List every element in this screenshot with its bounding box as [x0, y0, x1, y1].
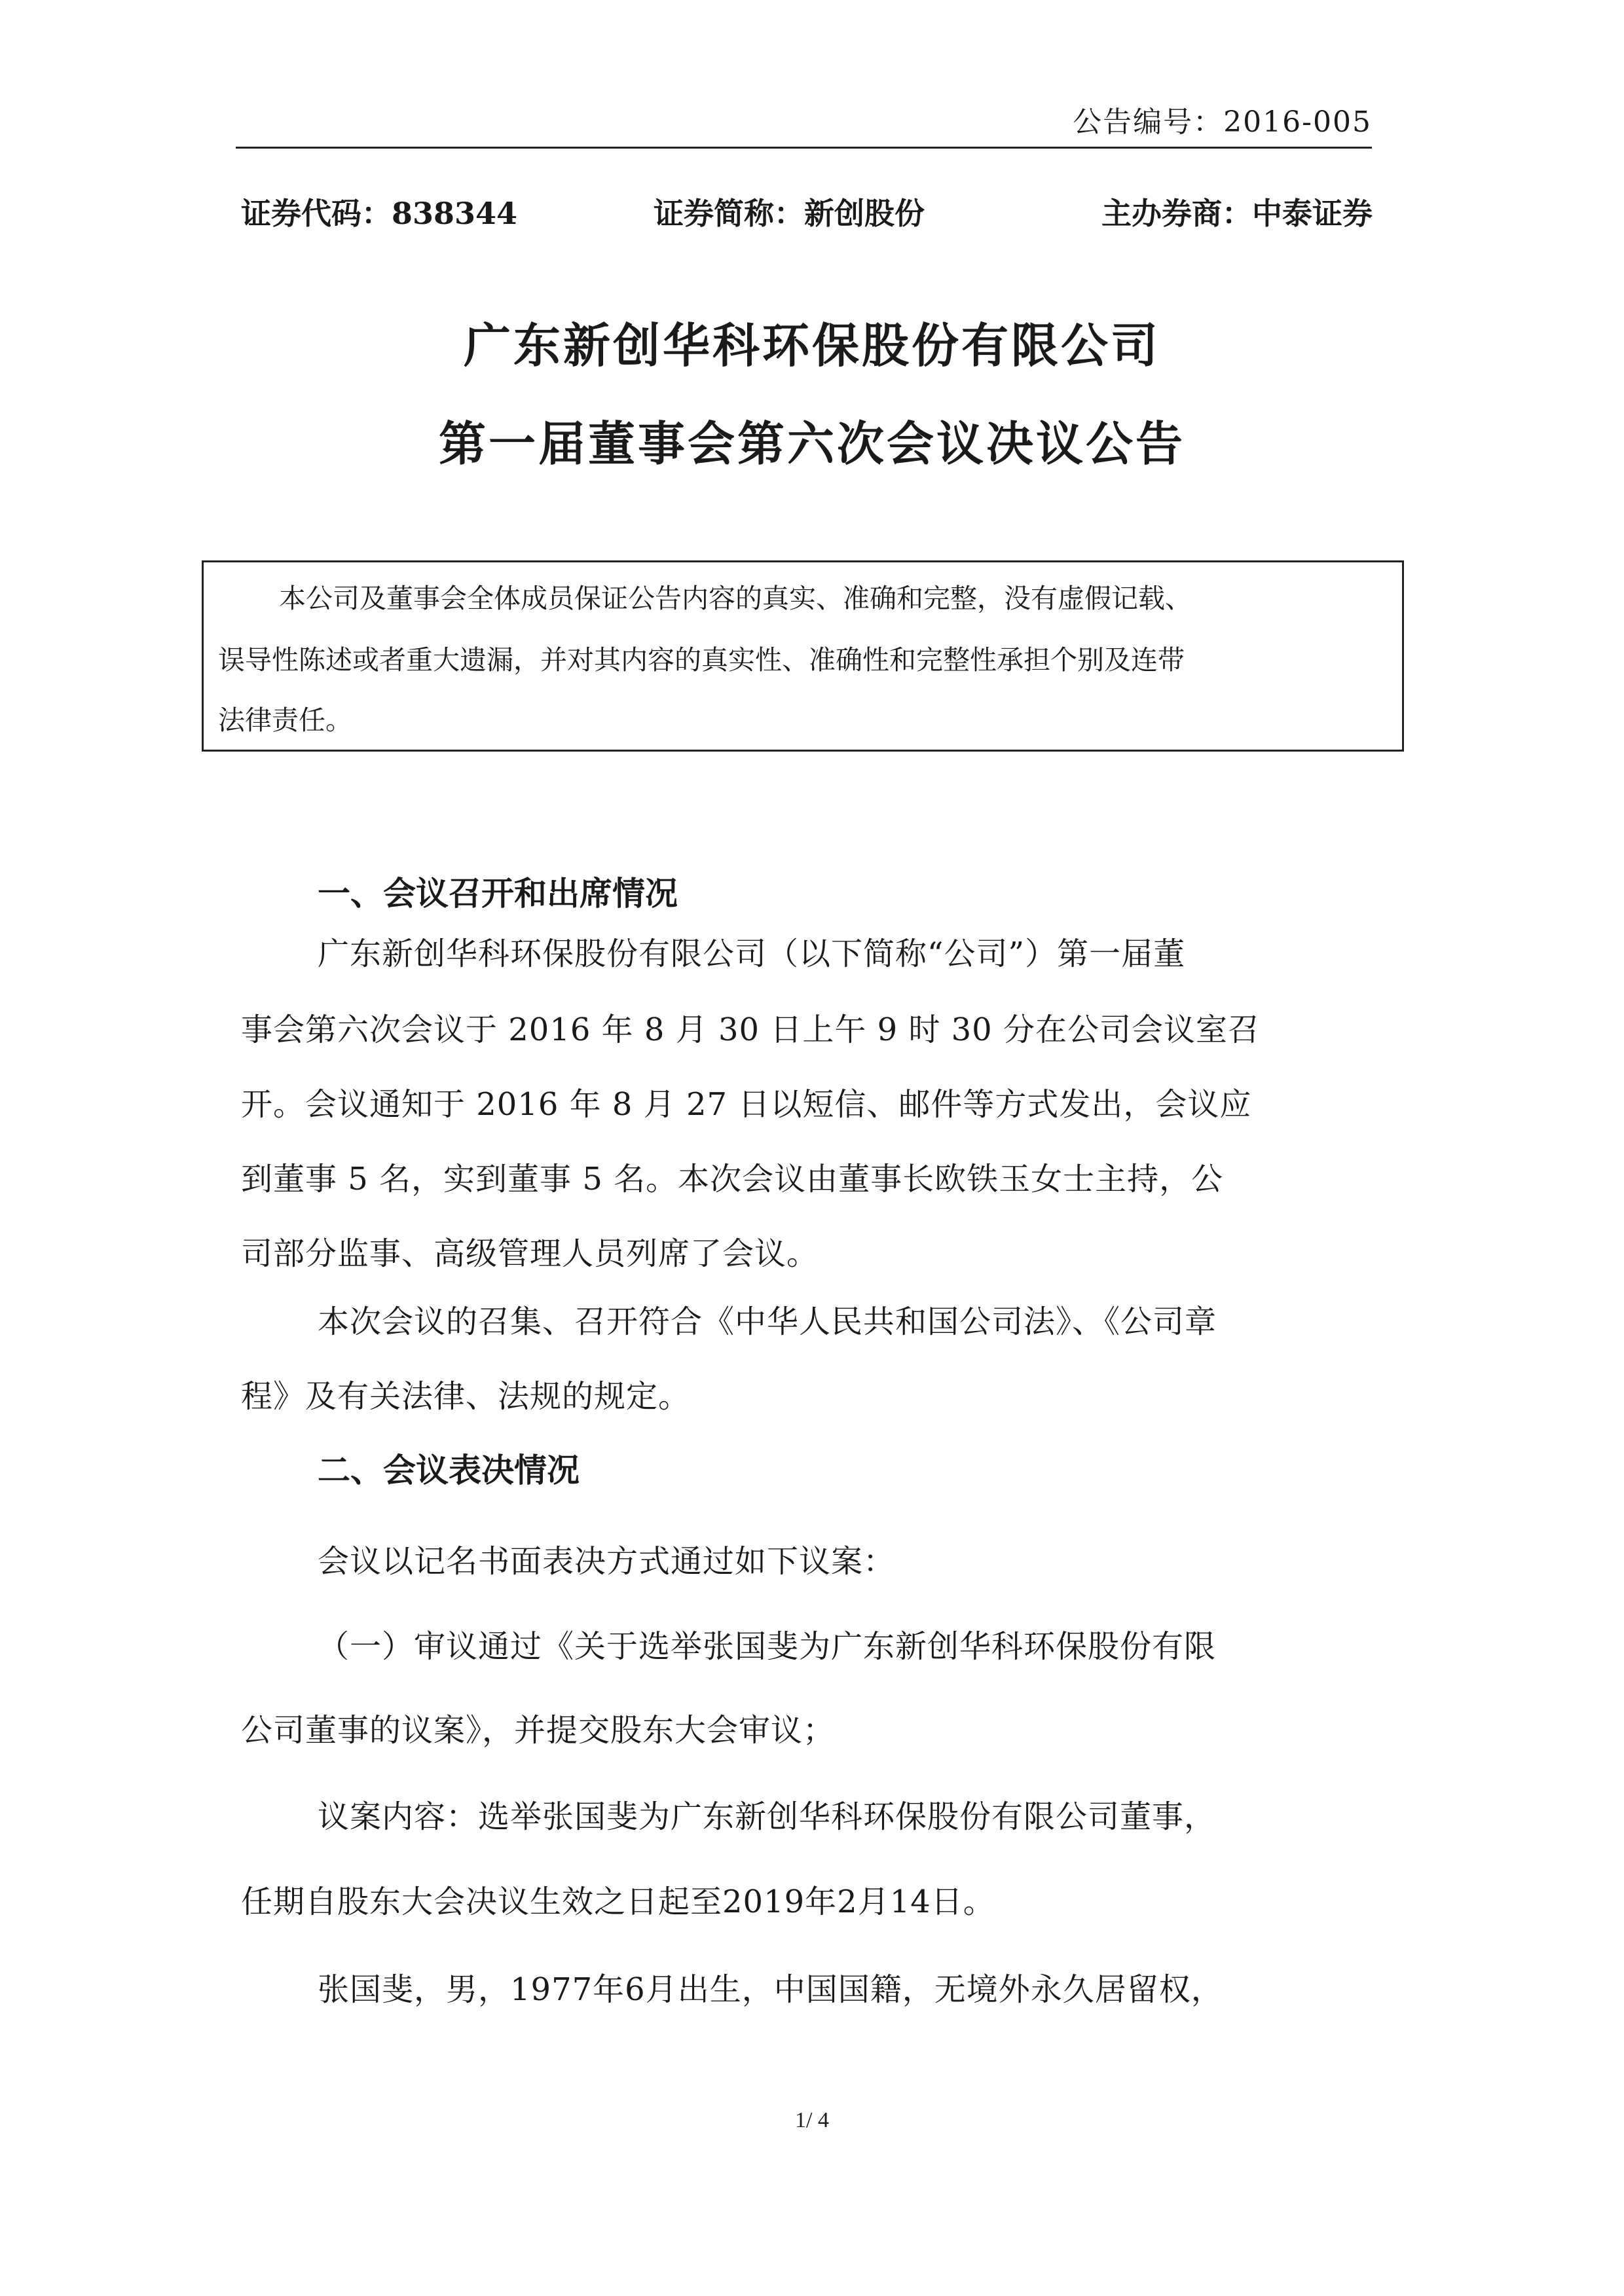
paragraph-line: 广东新创华科环保股份有限公司（以下简称“公司”）第一届董 — [318, 936, 1186, 972]
paragraph-line: 张国斐，男，1977年6月出生，中国国籍，无境外永久居留权， — [318, 1971, 1223, 2008]
paragraph-line: 到董事 5 名，实到董事 5 名。本次会议由董事长欧铁玉女士主持，公 — [241, 1161, 1224, 1197]
paragraph-line: 司部分监事、高级管理人员列席了会议。 — [241, 1235, 819, 1272]
disclaimer-line: 误导性陈述或者重大遗漏，并对其内容的真实性、准确性和完整性承担个别及连带 — [218, 644, 1185, 676]
paragraph-line: 事会第六次会议于 2016 年 8 月 30 日上午 9 时 30 分在公司会议室召 — [241, 1011, 1260, 1048]
document-title-company: 广东新创华科环保股份有限公司 — [463, 318, 1160, 373]
document-title-resolution: 第一届董事会第六次会议决议公告 — [438, 416, 1185, 471]
paragraph-line: 程》及有关法律、法规的规定。 — [241, 1378, 691, 1415]
paragraph-line: 开。会议通知于 2016 年 8 月 27 日以短信、邮件等方式发出，会议应 — [241, 1086, 1252, 1123]
section-heading-voting: 二、会议表决情况 — [318, 1451, 580, 1489]
securities-short-name: 证券简称：新创股份 — [654, 196, 925, 231]
header-rule — [236, 147, 1372, 149]
disclaimer-line: 本公司及董事会全体成员保证公告内容的真实、准确和完整，没有虚假记载、 — [279, 583, 1192, 614]
page-number: 1/ 4 — [795, 2108, 829, 2132]
disclaimer-line: 法律责任。 — [218, 704, 352, 736]
section-heading-meeting: 一、会议召开和出席情况 — [318, 874, 678, 913]
sponsoring-broker: 主办券商：中泰证券 — [1101, 196, 1373, 231]
announcement-number: 公告编号：2016-005 — [1073, 105, 1372, 139]
paragraph-line: （一）审议通过《关于选举张国斐为广东新创华科环保股份有限 — [318, 1628, 1217, 1665]
paragraph-line: 议案内容：选举张国斐为广东新创华科环保股份有限公司董事， — [318, 1798, 1217, 1835]
securities-code: 证券代码：838344 — [241, 196, 518, 231]
paragraph-line: 会议以记名书面表决方式通过如下议案： — [318, 1543, 896, 1580]
paragraph-line: 公司董事的议案》，并提交股东大会审议； — [241, 1712, 836, 1749]
paragraph-line: 任期自股东大会决议生效之日起至2019年2月14日。 — [241, 1884, 995, 1920]
disclaimer-box — [202, 560, 1404, 752]
paragraph-line: 本次会议的召集、召开符合《中华人民共和国公司法》、《公司章 — [318, 1303, 1217, 1340]
securities-info-row — [241, 190, 1373, 233]
